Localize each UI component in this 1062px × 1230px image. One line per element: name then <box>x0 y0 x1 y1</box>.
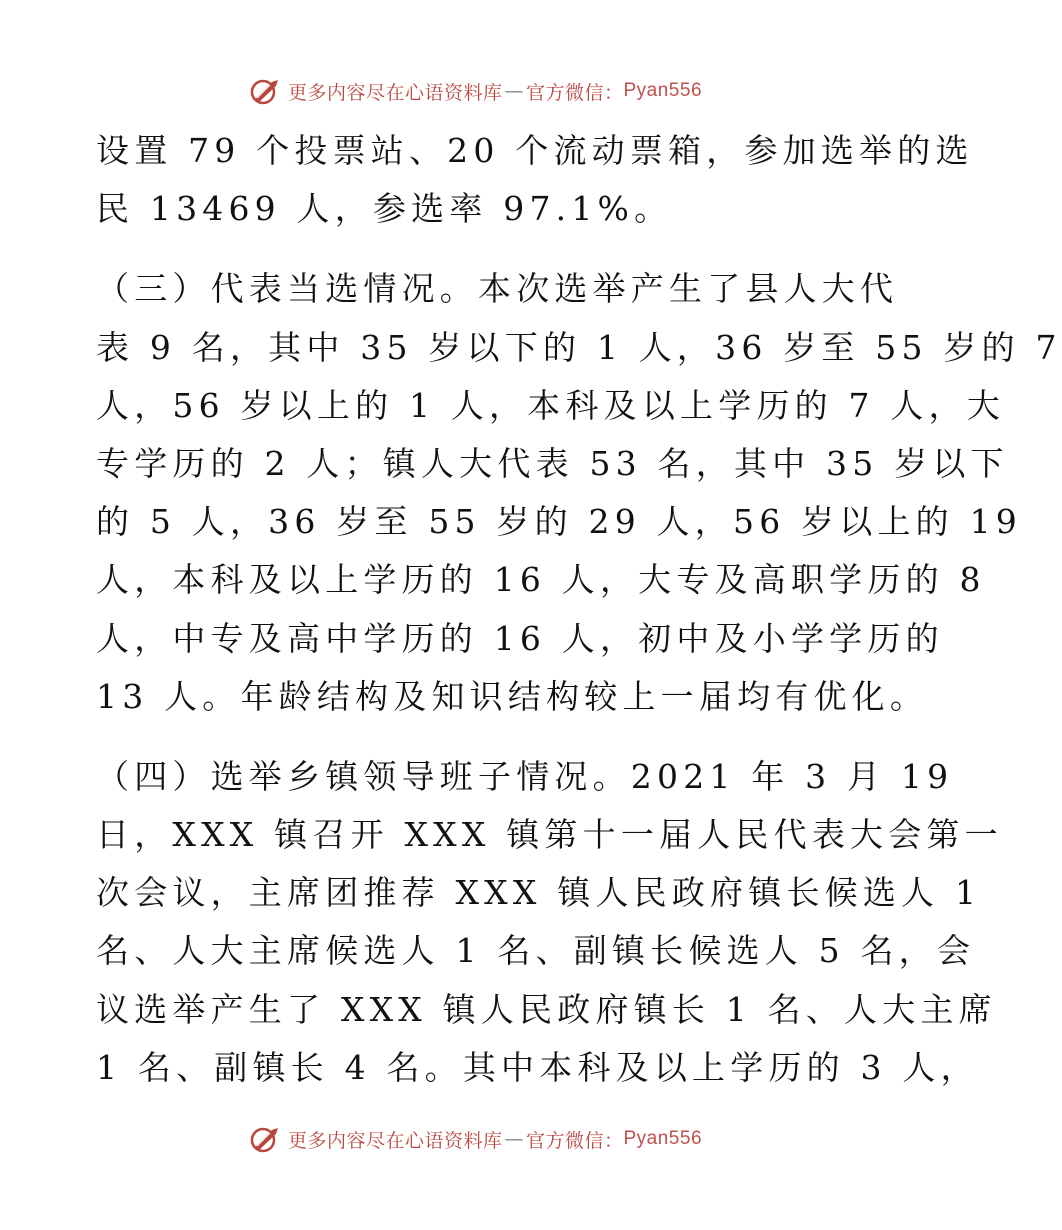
quill-pen-logo-icon <box>248 1124 282 1154</box>
text-line: 1 名、副镇长 4 名。其中本科及以上学历的 3 人， <box>96 1047 979 1087</box>
watermark-text: 更多内容尽在心语资料库 <box>287 81 503 104</box>
paragraph-voting <box>96 122 974 238</box>
text-line: 专学历的 2 人；镇人大代表 53 名，其中 35 岁以下 <box>96 443 1009 483</box>
text-line: 次会议，主席团推荐 XXX 镇人民政府镇长候选人 1 <box>96 873 982 913</box>
text-line: （三）代表当选情况。本次选举产生了县人大代 <box>96 269 899 309</box>
watermark-wechat-label: 官方微信： <box>525 81 624 104</box>
watermark-footer <box>0 1124 950 1154</box>
quill-pen-logo-icon <box>248 76 282 106</box>
paragraph-representatives <box>96 260 1062 726</box>
text-line: 13 人。年龄结构及知识结构较上一届均有优化。 <box>96 676 929 716</box>
watermark-wechat-id: Pyan556 <box>623 1128 703 1149</box>
watermark-text: 更多内容尽在心语资料库 <box>287 1129 503 1152</box>
text-line: 人，56 岁以上的 1 人，本科及以上学历的 7 人，大 <box>96 385 1006 425</box>
text-line: 表 9 名，其中 35 岁以下的 1 人，36 岁至 55 岁的 7 <box>96 327 1062 367</box>
watermark-separator: — <box>504 1128 524 1150</box>
text-line: 人，本科及以上学历的 16 人，大专及高职学历的 8 <box>96 560 986 600</box>
text-line: 设置 79 个投票站、20 个流动票箱，参加选举的选 <box>96 131 974 170</box>
text-line: 名、人大主席候选人 1 名、副镇长候选人 5 名，会 <box>96 931 976 971</box>
watermark-separator: — <box>504 80 524 102</box>
text-line: 日，XXX 镇召开 XXX 镇第十一届人民代表大会第一 <box>96 815 1003 855</box>
text-line: 议选举产生了 XXX 镇人民政府镇长 1 名、人大主席 <box>96 989 997 1029</box>
text-line: （四）选举乡镇领导班子情况。2021 年 3 月 19 <box>96 756 954 796</box>
document-body <box>96 122 1062 1097</box>
watermark-header <box>0 76 950 106</box>
watermark-wechat-label: 官方微信： <box>525 1129 624 1152</box>
paragraph-leadership <box>96 748 1003 1097</box>
text-line: 民 13469 人，参选率 97.1%。 <box>96 189 673 229</box>
watermark-wechat-id: Pyan556 <box>623 80 703 101</box>
text-line: 人，中专及高中学历的 16 人，初中及小学学历的 <box>96 618 944 658</box>
text-line: 的 5 人，36 岁至 55 岁的 29 人，56 岁以上的 19 <box>96 502 1022 542</box>
